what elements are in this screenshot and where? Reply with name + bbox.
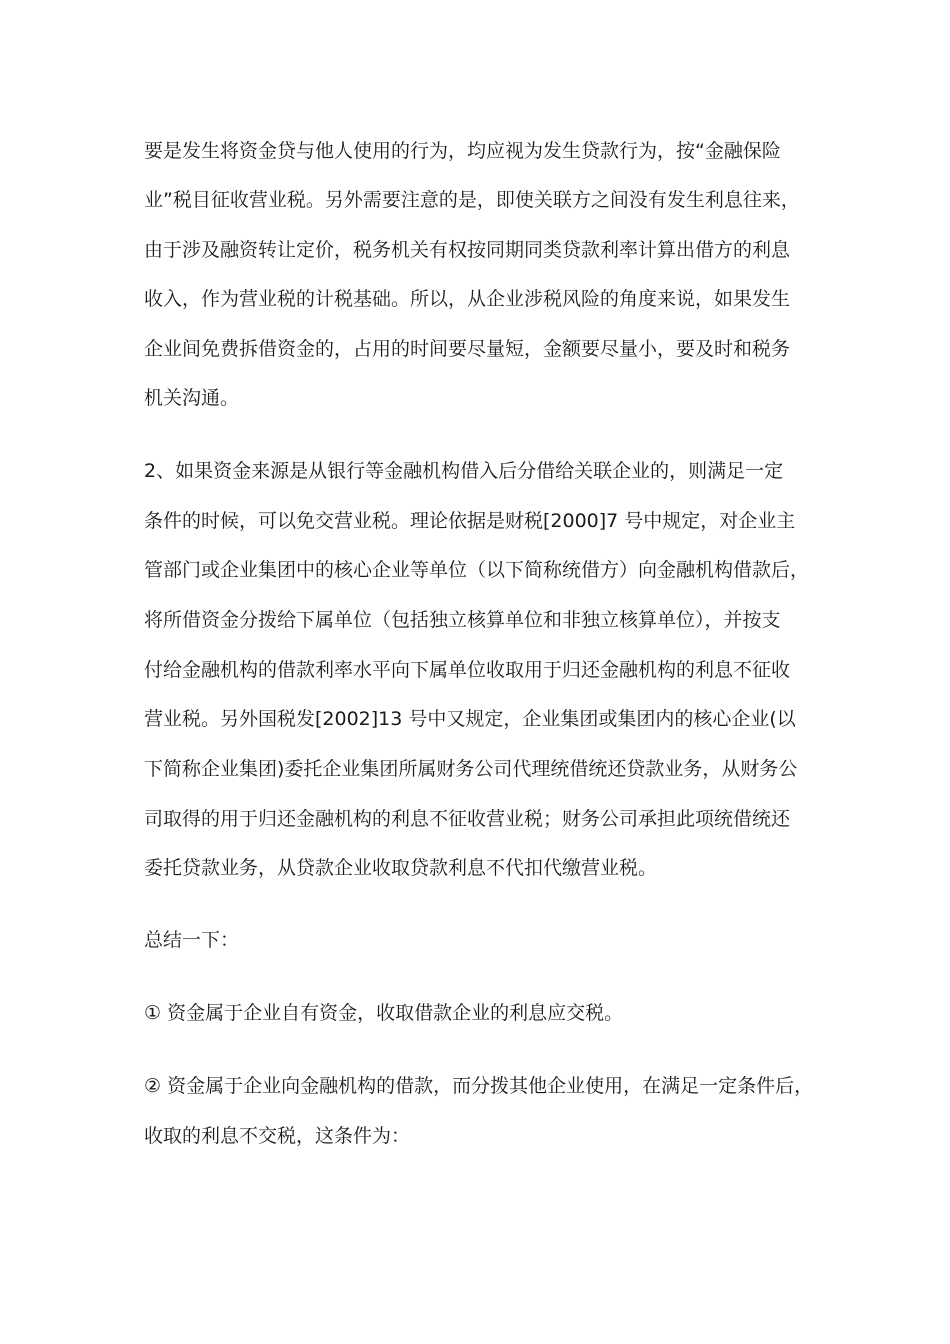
summary-point-1: ① 资金属于企业自有资金，收取借款企业的利息应交税。 (144, 1002, 624, 1024)
text-line: 企业间免费拆借资金的，占用的时间要尽量短，金额要尽量小，要及时和税务 (144, 338, 791, 360)
text-line: 将所借资金分拨给下属单位（包括独立核算单位和非独立核算单位），并按支 (144, 609, 781, 631)
text-line: 下简称企业集团)委托企业集团所属财务公司代理统借统还贷款业务，从财务公 (144, 758, 798, 780)
text-line: 要是发生将资金贷与他人使用的行为，均应视为发生贷款行为，按“金融保险 (144, 140, 781, 162)
text-line: 委托贷款业务，从贷款企业收取贷款利息不代扣代缴营业税。 (144, 857, 658, 879)
text-line: 由于涉及融资转让定价，税务机关有权按同期同类贷款利率计算出借方的利息 (144, 239, 791, 261)
text-line: ② 资金属于企业向金融机构的借款，而分拨其他企业使用，在满足一定条件后， (144, 1075, 814, 1097)
text-line: 付给金融机构的借款利率水平向下属单位收取用于归还金融机构的利息不征收 (144, 659, 791, 681)
text-line: 条件的时候，可以免交营业税。理论依据是财税[2000]7 号中规定，对企业主 (144, 510, 796, 532)
text-line: 机关沟通。 (144, 387, 240, 409)
text-line: 司取得的用于归还金融机构的利息不征收营业税；财务公司承担此项统借统还 (144, 808, 791, 830)
text-line: 业”税目征收营业税。另外需要注意的是，即使关联方之间没有发生利息往来， (144, 189, 800, 211)
text-line: 2、如果资金来源是从银行等金融机构借入后分借给关联企业的，则满足一定 (144, 460, 784, 482)
text-line: 管部门或企业集团中的核心企业等单位（以下简称统借方）向金融机构借款后， (144, 559, 810, 581)
text-line: 营业税。另外国税发[2002]13 号中又规定，企业集团或集团内的核心企业(以 (144, 708, 796, 730)
text-line: 收入，作为营业税的计税基础。所以，从企业涉税风险的角度来说，如果发生 (144, 288, 791, 310)
text-line: 收取的利息不交税，这条件为： (144, 1125, 411, 1147)
summary-heading: 总结一下： (144, 929, 240, 951)
